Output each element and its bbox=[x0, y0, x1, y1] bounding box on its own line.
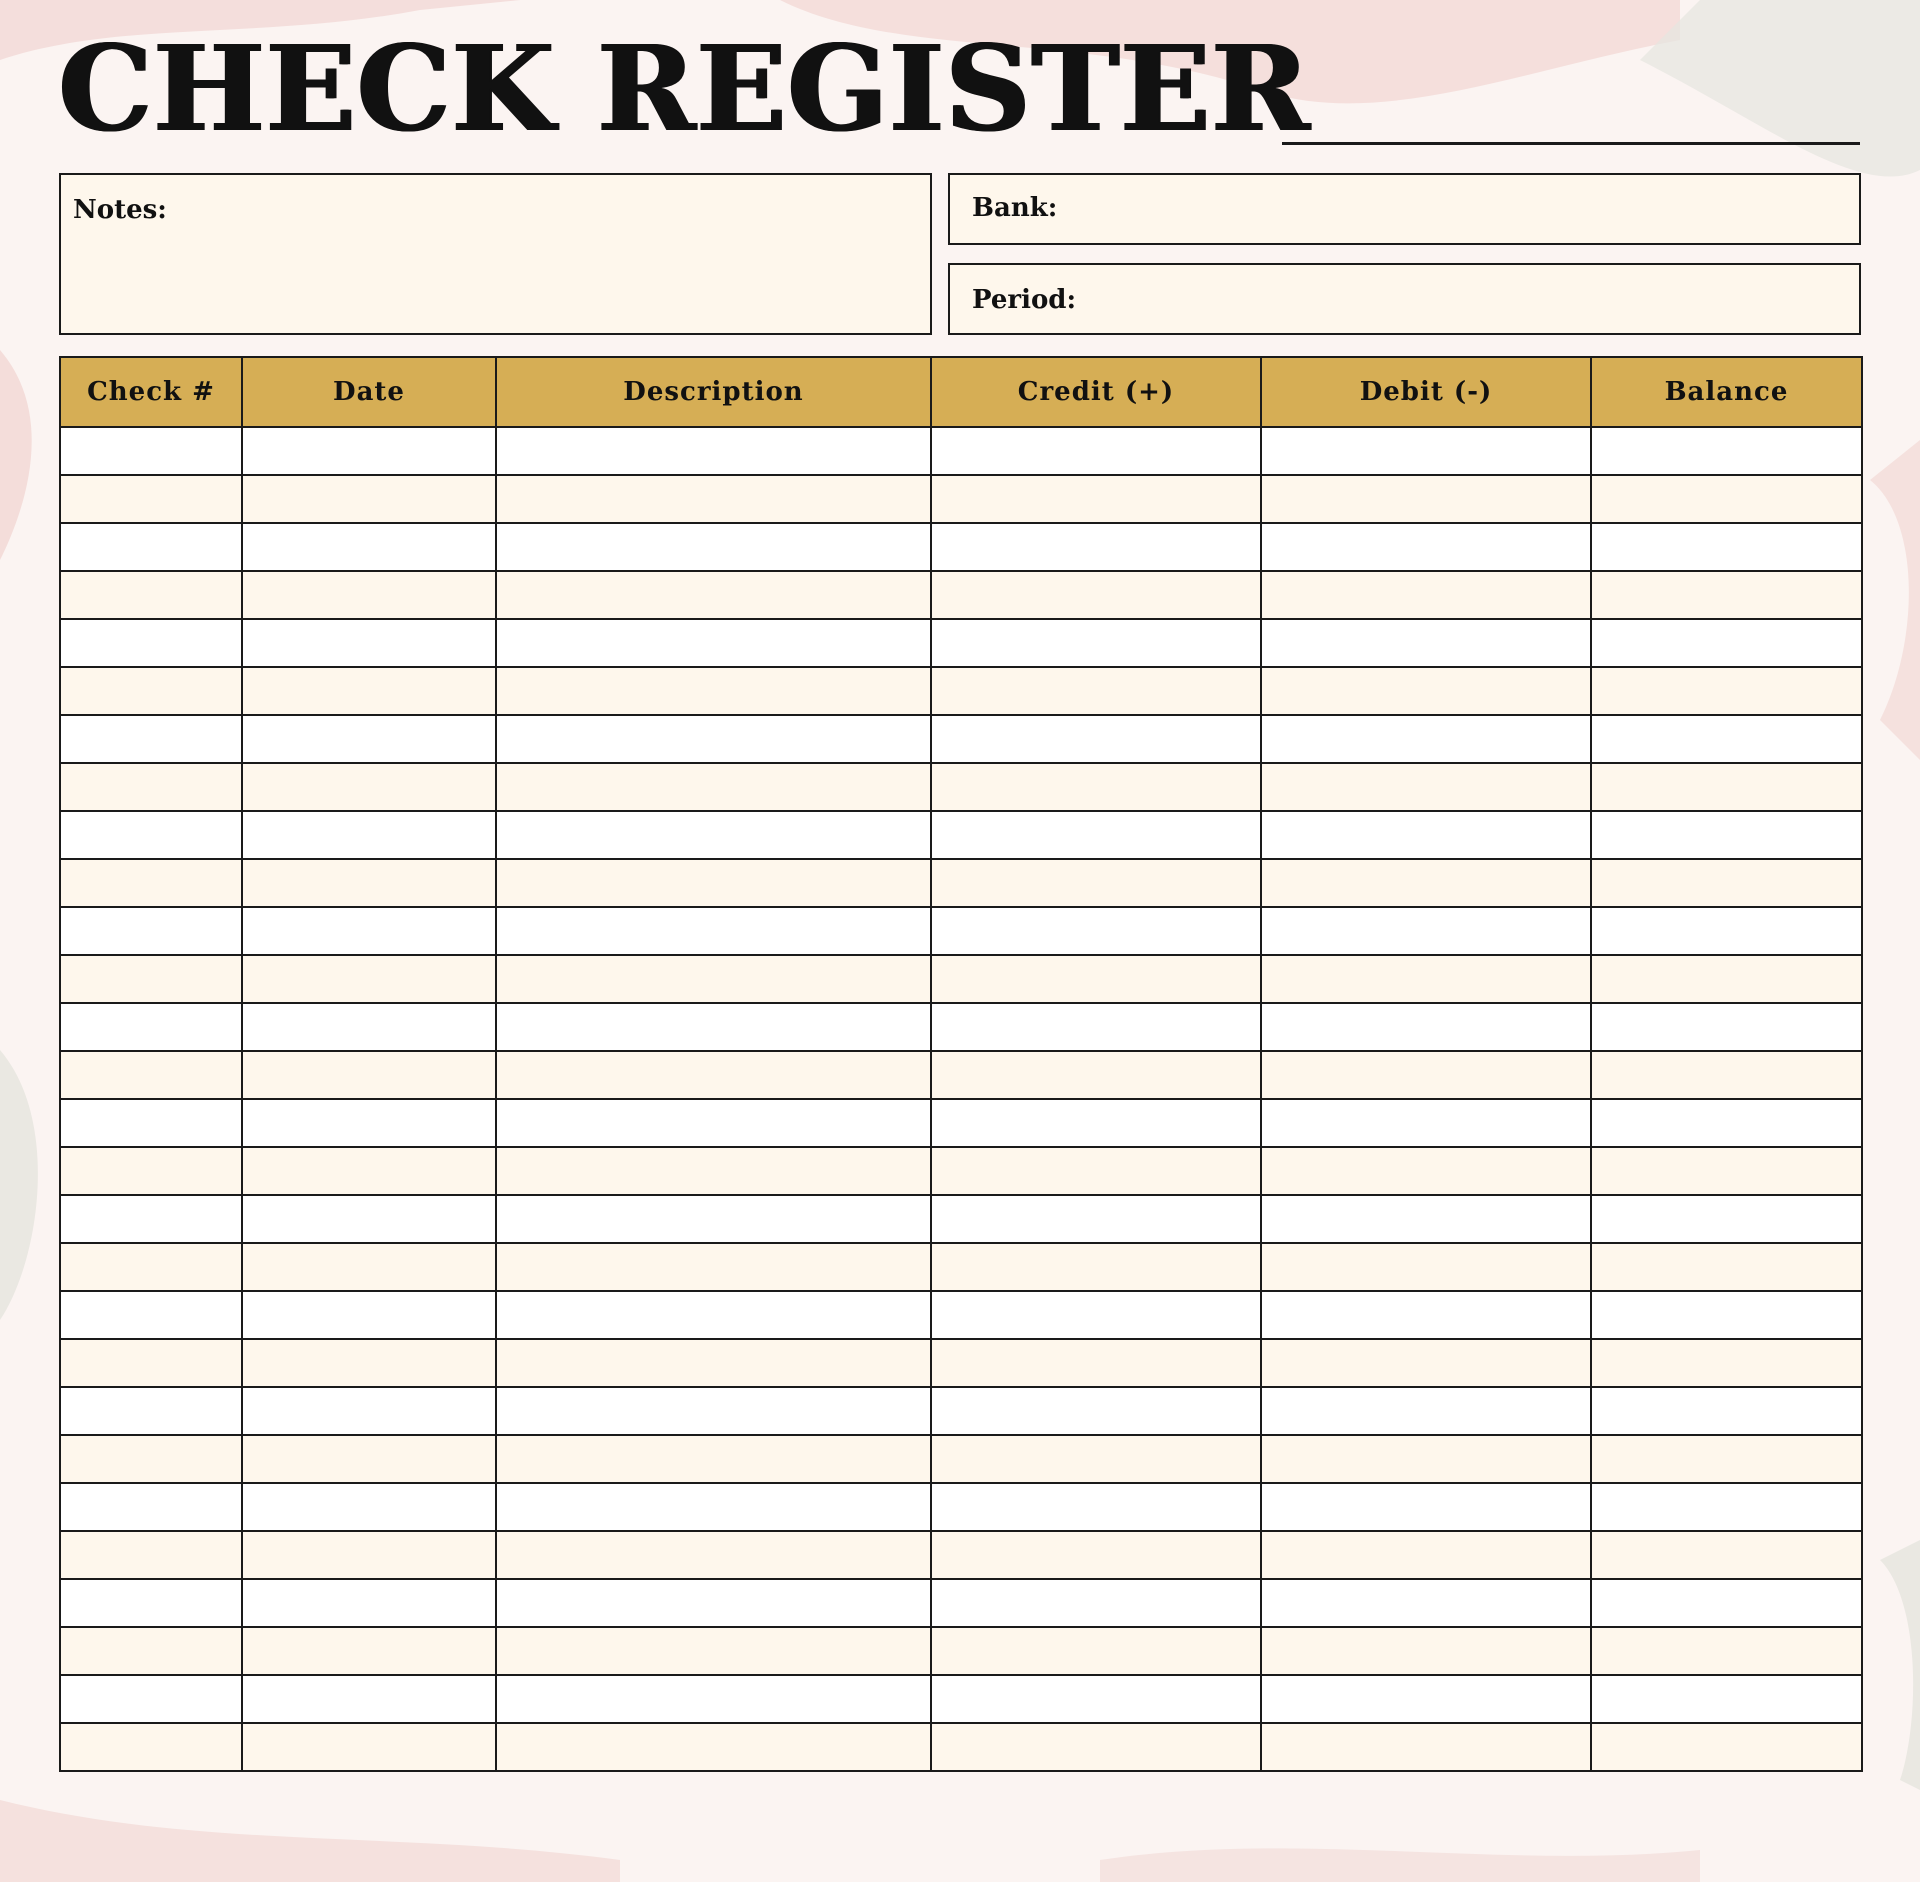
cell-debit[interactable] bbox=[1261, 1723, 1591, 1771]
cell-check-number[interactable] bbox=[60, 955, 242, 1003]
cell-check-number[interactable] bbox=[60, 763, 242, 811]
cell-check-number[interactable] bbox=[60, 1483, 242, 1531]
cell-check-number[interactable] bbox=[60, 523, 242, 571]
cell-credit[interactable] bbox=[931, 667, 1261, 715]
cell-balance[interactable] bbox=[1591, 1387, 1862, 1435]
cell-description[interactable] bbox=[496, 475, 931, 523]
cell-date[interactable] bbox=[242, 1483, 496, 1531]
cell-description[interactable] bbox=[496, 1483, 931, 1531]
cell-check-number[interactable] bbox=[60, 571, 242, 619]
table-row bbox=[60, 1291, 1862, 1339]
cell-balance[interactable] bbox=[1591, 1675, 1862, 1723]
cell-credit[interactable] bbox=[931, 1387, 1261, 1435]
cell-check-number[interactable] bbox=[60, 1723, 242, 1771]
cell-check-number[interactable] bbox=[60, 475, 242, 523]
cell-balance[interactable] bbox=[1591, 1243, 1862, 1291]
cell-date[interactable] bbox=[242, 1387, 496, 1435]
cell-description[interactable] bbox=[496, 1531, 931, 1579]
cell-debit[interactable] bbox=[1261, 811, 1591, 859]
cell-credit[interactable] bbox=[931, 427, 1261, 475]
cell-date[interactable] bbox=[242, 667, 496, 715]
cell-check-number[interactable] bbox=[60, 667, 242, 715]
table-row bbox=[60, 475, 1862, 523]
cell-check-number[interactable] bbox=[60, 907, 242, 955]
cell-credit[interactable] bbox=[931, 955, 1261, 1003]
cell-credit[interactable] bbox=[931, 571, 1261, 619]
cell-date[interactable] bbox=[242, 907, 496, 955]
register-table bbox=[59, 356, 1863, 1772]
page-title: CHECK REGISTER bbox=[58, 19, 1310, 158]
cell-date[interactable] bbox=[242, 1291, 496, 1339]
cell-debit[interactable] bbox=[1261, 1387, 1591, 1435]
cell-date[interactable] bbox=[242, 763, 496, 811]
table-row bbox=[60, 1099, 1862, 1147]
cell-credit[interactable] bbox=[931, 523, 1261, 571]
cell-debit[interactable] bbox=[1261, 1627, 1591, 1675]
cell-debit[interactable] bbox=[1261, 1291, 1591, 1339]
cell-balance[interactable] bbox=[1591, 1627, 1862, 1675]
table-row bbox=[60, 667, 1862, 715]
cell-balance[interactable] bbox=[1591, 811, 1862, 859]
column-header-check-number: Check # bbox=[60, 357, 242, 427]
cell-check-number[interactable] bbox=[60, 619, 242, 667]
cell-date[interactable] bbox=[242, 475, 496, 523]
cell-debit[interactable] bbox=[1261, 667, 1591, 715]
cell-date[interactable] bbox=[242, 715, 496, 763]
cell-balance[interactable] bbox=[1591, 763, 1862, 811]
table-row bbox=[60, 1483, 1862, 1531]
cell-check-number[interactable] bbox=[60, 1531, 242, 1579]
cell-debit[interactable] bbox=[1261, 619, 1591, 667]
table-row bbox=[60, 1387, 1862, 1435]
cell-debit[interactable] bbox=[1261, 715, 1591, 763]
cell-date[interactable] bbox=[242, 571, 496, 619]
cell-credit[interactable] bbox=[931, 1195, 1261, 1243]
cell-balance[interactable] bbox=[1591, 1195, 1862, 1243]
cell-balance[interactable] bbox=[1591, 667, 1862, 715]
cell-credit[interactable] bbox=[931, 1483, 1261, 1531]
cell-credit[interactable] bbox=[931, 1291, 1261, 1339]
column-header-credit: Credit (+) bbox=[931, 357, 1261, 427]
cell-check-number[interactable] bbox=[60, 1435, 242, 1483]
cell-date[interactable] bbox=[242, 1147, 496, 1195]
cell-balance[interactable] bbox=[1591, 1531, 1862, 1579]
cell-credit[interactable] bbox=[931, 715, 1261, 763]
table-row bbox=[60, 1627, 1862, 1675]
cell-check-number[interactable] bbox=[60, 1291, 242, 1339]
table-row bbox=[60, 907, 1862, 955]
table-row bbox=[60, 1675, 1862, 1723]
cell-credit[interactable] bbox=[931, 1051, 1261, 1099]
cell-debit[interactable] bbox=[1261, 1531, 1591, 1579]
cell-credit[interactable] bbox=[931, 1627, 1261, 1675]
cell-description[interactable] bbox=[496, 1243, 931, 1291]
cell-credit[interactable] bbox=[931, 1099, 1261, 1147]
cell-credit[interactable] bbox=[931, 1435, 1261, 1483]
column-header-date: Date bbox=[242, 357, 496, 427]
cell-check-number[interactable] bbox=[60, 1675, 242, 1723]
cell-date[interactable] bbox=[242, 523, 496, 571]
cell-description[interactable] bbox=[496, 955, 931, 1003]
cell-credit[interactable] bbox=[931, 1147, 1261, 1195]
cell-description[interactable] bbox=[496, 427, 931, 475]
cell-balance[interactable] bbox=[1591, 955, 1862, 1003]
table-row bbox=[60, 1435, 1862, 1483]
cell-credit[interactable] bbox=[931, 763, 1261, 811]
cell-check-number[interactable] bbox=[60, 859, 242, 907]
cell-description[interactable] bbox=[496, 667, 931, 715]
cell-check-number[interactable] bbox=[60, 427, 242, 475]
cell-description[interactable] bbox=[496, 1723, 931, 1771]
cell-description[interactable] bbox=[496, 1099, 931, 1147]
cell-date[interactable] bbox=[242, 1195, 496, 1243]
cell-balance[interactable] bbox=[1591, 1099, 1862, 1147]
cell-date[interactable] bbox=[242, 1339, 496, 1387]
period-field[interactable] bbox=[948, 263, 1861, 335]
cell-balance[interactable] bbox=[1591, 1003, 1862, 1051]
cell-description[interactable] bbox=[496, 1627, 931, 1675]
cell-check-number[interactable] bbox=[60, 1627, 242, 1675]
table-row bbox=[60, 1147, 1862, 1195]
cell-description[interactable] bbox=[496, 859, 931, 907]
cell-description[interactable] bbox=[496, 1051, 931, 1099]
cell-description[interactable] bbox=[496, 715, 931, 763]
table-row bbox=[60, 571, 1862, 619]
cell-date[interactable] bbox=[242, 1531, 496, 1579]
cell-debit[interactable] bbox=[1261, 1099, 1591, 1147]
cell-description[interactable] bbox=[496, 619, 931, 667]
cell-credit[interactable] bbox=[931, 1723, 1261, 1771]
cell-debit[interactable] bbox=[1261, 427, 1591, 475]
cell-balance[interactable] bbox=[1591, 1147, 1862, 1195]
cell-balance[interactable] bbox=[1591, 1435, 1862, 1483]
cell-balance[interactable] bbox=[1591, 571, 1862, 619]
column-header-description: Description bbox=[496, 357, 931, 427]
cell-credit[interactable] bbox=[931, 907, 1261, 955]
period-label: Period: bbox=[972, 285, 1077, 315]
cell-description[interactable] bbox=[496, 763, 931, 811]
cell-check-number[interactable] bbox=[60, 1147, 242, 1195]
cell-debit[interactable] bbox=[1261, 1147, 1591, 1195]
cell-debit[interactable] bbox=[1261, 523, 1591, 571]
cell-check-number[interactable] bbox=[60, 1099, 242, 1147]
table-row bbox=[60, 1531, 1862, 1579]
title-blank-line[interactable] bbox=[1282, 142, 1860, 145]
cell-check-number[interactable] bbox=[60, 1579, 242, 1627]
cell-credit[interactable] bbox=[931, 1339, 1261, 1387]
cell-debit[interactable] bbox=[1261, 475, 1591, 523]
table-row bbox=[60, 715, 1862, 763]
table-header-row bbox=[60, 357, 1862, 427]
cell-check-number[interactable] bbox=[60, 811, 242, 859]
column-header-balance: Balance bbox=[1591, 357, 1862, 427]
cell-balance[interactable] bbox=[1591, 619, 1862, 667]
cell-description[interactable] bbox=[496, 571, 931, 619]
cell-debit[interactable] bbox=[1261, 907, 1591, 955]
cell-description[interactable] bbox=[496, 1195, 931, 1243]
cell-description[interactable] bbox=[496, 1291, 931, 1339]
cell-balance[interactable] bbox=[1591, 523, 1862, 571]
cell-balance[interactable] bbox=[1591, 427, 1862, 475]
cell-check-number[interactable] bbox=[60, 1387, 242, 1435]
table-row bbox=[60, 1723, 1862, 1771]
table-row bbox=[60, 955, 1862, 1003]
cell-credit[interactable] bbox=[931, 619, 1261, 667]
cell-balance[interactable] bbox=[1591, 859, 1862, 907]
cell-date[interactable] bbox=[242, 1579, 496, 1627]
cell-debit[interactable] bbox=[1261, 1051, 1591, 1099]
table-row bbox=[60, 1243, 1862, 1291]
cell-credit[interactable] bbox=[931, 859, 1261, 907]
cell-balance[interactable] bbox=[1591, 907, 1862, 955]
cell-description[interactable] bbox=[496, 523, 931, 571]
register-body bbox=[60, 427, 1862, 1771]
cell-balance[interactable] bbox=[1591, 715, 1862, 763]
table-row bbox=[60, 1579, 1862, 1627]
table-row bbox=[60, 1003, 1862, 1051]
cell-check-number[interactable] bbox=[60, 1339, 242, 1387]
cell-debit[interactable] bbox=[1261, 1195, 1591, 1243]
cell-date[interactable] bbox=[242, 1003, 496, 1051]
cell-debit[interactable] bbox=[1261, 763, 1591, 811]
cell-check-number[interactable] bbox=[60, 1003, 242, 1051]
cell-debit[interactable] bbox=[1261, 955, 1591, 1003]
table-row bbox=[60, 619, 1862, 667]
cell-date[interactable] bbox=[242, 1051, 496, 1099]
cell-debit[interactable] bbox=[1261, 571, 1591, 619]
cell-description[interactable] bbox=[496, 1675, 931, 1723]
table-row bbox=[60, 1195, 1862, 1243]
cell-balance[interactable] bbox=[1591, 1291, 1862, 1339]
cell-description[interactable] bbox=[496, 1579, 931, 1627]
cell-check-number[interactable] bbox=[60, 715, 242, 763]
cell-credit[interactable] bbox=[931, 1579, 1261, 1627]
cell-description[interactable] bbox=[496, 811, 931, 859]
cell-check-number[interactable] bbox=[60, 1195, 242, 1243]
cell-date[interactable] bbox=[242, 811, 496, 859]
cell-debit[interactable] bbox=[1261, 1483, 1591, 1531]
table-row bbox=[60, 523, 1862, 571]
cell-balance[interactable] bbox=[1591, 1051, 1862, 1099]
cell-credit[interactable] bbox=[931, 475, 1261, 523]
cell-credit[interactable] bbox=[931, 1531, 1261, 1579]
cell-debit[interactable] bbox=[1261, 1003, 1591, 1051]
cell-debit[interactable] bbox=[1261, 1675, 1591, 1723]
cell-balance[interactable] bbox=[1591, 1579, 1862, 1627]
column-header-debit: Debit (-) bbox=[1261, 357, 1591, 427]
cell-date[interactable] bbox=[242, 955, 496, 1003]
cell-check-number[interactable] bbox=[60, 1051, 242, 1099]
cell-debit[interactable] bbox=[1261, 1339, 1591, 1387]
cell-date[interactable] bbox=[242, 619, 496, 667]
cell-description[interactable] bbox=[496, 1147, 931, 1195]
notes-label: Notes: bbox=[73, 195, 167, 225]
table-row bbox=[60, 1051, 1862, 1099]
cell-credit[interactable] bbox=[931, 1243, 1261, 1291]
cell-check-number[interactable] bbox=[60, 1243, 242, 1291]
bank-label: Bank: bbox=[972, 193, 1058, 223]
cell-date[interactable] bbox=[242, 1627, 496, 1675]
cell-description[interactable] bbox=[496, 1387, 931, 1435]
cell-balance[interactable] bbox=[1591, 1483, 1862, 1531]
cell-description[interactable] bbox=[496, 1003, 931, 1051]
table-row bbox=[60, 763, 1862, 811]
cell-debit[interactable] bbox=[1261, 859, 1591, 907]
table-row bbox=[60, 811, 1862, 859]
cell-debit[interactable] bbox=[1261, 1579, 1591, 1627]
table-row bbox=[60, 1339, 1862, 1387]
notes-field[interactable] bbox=[59, 173, 932, 335]
cell-date[interactable] bbox=[242, 1099, 496, 1147]
cell-debit[interactable] bbox=[1261, 1435, 1591, 1483]
cell-credit[interactable] bbox=[931, 1675, 1261, 1723]
cell-date[interactable] bbox=[242, 1675, 496, 1723]
bank-field[interactable] bbox=[948, 173, 1861, 245]
cell-balance[interactable] bbox=[1591, 475, 1862, 523]
cell-credit[interactable] bbox=[931, 1003, 1261, 1051]
table-row bbox=[60, 859, 1862, 907]
cell-date[interactable] bbox=[242, 1723, 496, 1771]
cell-balance[interactable] bbox=[1591, 1339, 1862, 1387]
cell-date[interactable] bbox=[242, 1243, 496, 1291]
cell-date[interactable] bbox=[242, 1435, 496, 1483]
cell-description[interactable] bbox=[496, 1339, 931, 1387]
cell-date[interactable] bbox=[242, 859, 496, 907]
cell-debit[interactable] bbox=[1261, 1243, 1591, 1291]
cell-credit[interactable] bbox=[931, 811, 1261, 859]
cell-date[interactable] bbox=[242, 427, 496, 475]
table-row bbox=[60, 427, 1862, 475]
cell-description[interactable] bbox=[496, 907, 931, 955]
cell-description[interactable] bbox=[496, 1435, 931, 1483]
cell-balance[interactable] bbox=[1591, 1723, 1862, 1771]
